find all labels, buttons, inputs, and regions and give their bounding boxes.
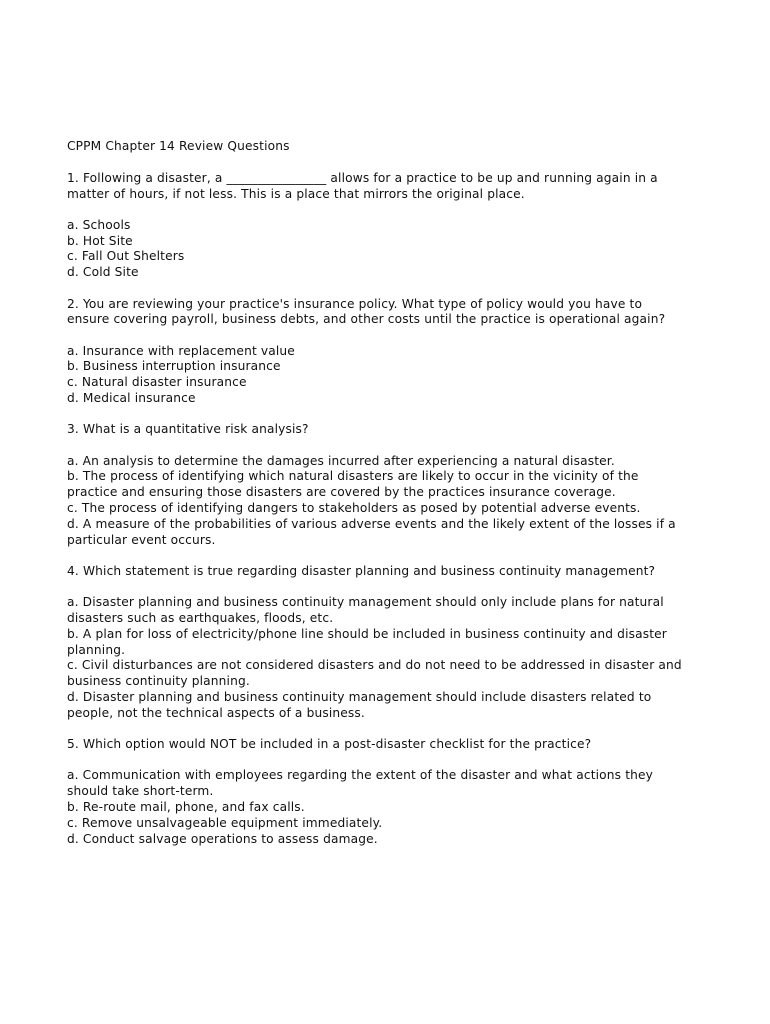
option-2a: a. Insurance with replacement value [67,343,295,358]
option-3b: b. The process of identifying which natural disasters are likely to occur in the vicinity of the practice and ensuring those disasters are covered by the practices insurance coverage. [67,469,639,500]
document-body [67,139,687,863]
option-5a: a. Communication with employees regarding the extent of the disaster and what actions they should take short-term. [67,768,654,799]
option-1d: d. Cold Site [67,265,139,280]
option-5c: c. Remove unsalvageable equipment immediately. [67,815,383,830]
question-1-options [67,218,687,281]
option-4a: a. Disaster planning and business continuity management should only include plans for natural disasters such as earthquakes, floods, etc. [67,595,664,626]
option-1a: a. Schools [67,217,131,232]
option-1c: c. Fall Out Shelters [67,249,185,264]
option-4b: b. A plan for loss of electricity/phone line should be included in business continuity and disaster planning. [67,626,667,657]
question-3: 3. What is a quantitative risk analysis? [67,422,309,437]
question-5-options [67,768,687,847]
option-4d: d. Disaster planning and business continuity management should include disasters related to people, not the technical aspects of a business. [67,690,652,720]
question-2: 2. You are reviewing your practice's insurance policy. What type of policy would you have to ensure covering payroll, business debts, and other costs until the practice is operational again? [67,296,666,327]
option-3d: d. A measure of the probabilities of various adverse events and the likely extent of the losses if a particular event occurs. [67,516,676,547]
option-2d: d. Medical insurance [67,391,196,406]
option-3a: a. An analysis to determine the damages incurred after experiencing a natural disaster. [67,453,615,468]
option-4c: c. Civil disturbances are not considered disasters and do not need to be addressed in disaster and business continuity planning. [67,658,682,689]
option-5d: d. Conduct salvage operations to assess damage. [67,831,378,846]
question-2-options [67,344,687,407]
question-5: 5. Which option would NOT be included in a post-disaster checklist for the practice? [67,737,592,752]
option-5b: b. Re-route mail, phone, and fax calls. [67,800,305,814]
option-1b: b. Hot Site [67,233,133,248]
question-4: 4. Which statement is true regarding disaster planning and business continuity management? [67,563,656,578]
question-3-options [67,454,687,549]
document-title: CPPM Chapter 14 Review Questions [67,139,290,153]
option-2c: c. Natural disaster insurance [67,375,247,390]
question-4-options [67,595,687,721]
question-1: 1. Following a disaster, a ________________ allows for a practice to be up and running again in a matter of hours, if not less. This is a place that mirrors the original place. [67,170,658,201]
option-2b: b. Business interruption insurance [67,359,281,374]
option-3c: c. The process of identifying dangers to stakeholders as posed by potential adverse events. [67,501,641,516]
